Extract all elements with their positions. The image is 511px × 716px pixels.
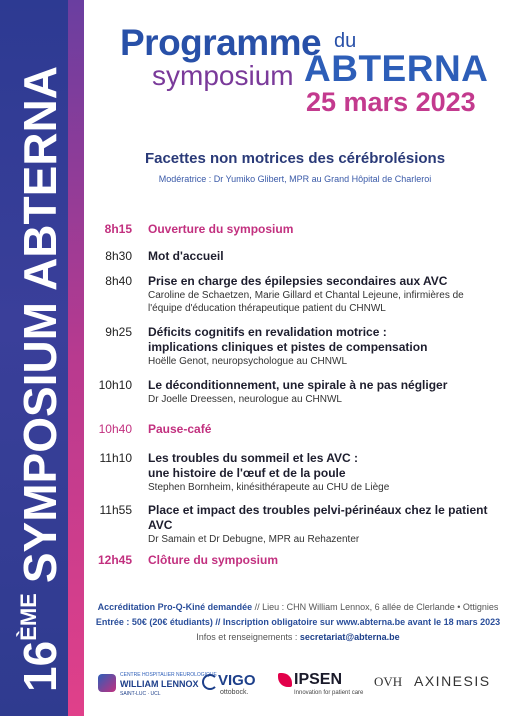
header-abterna: ABTERNA [304,48,489,89]
schedule-time: 10h40 [98,422,132,436]
vigo-text: VIGO [218,672,256,689]
schedule-time: 11h55 [99,503,132,517]
schedule-speaker: Hoëlle Genot, neuropsychologue au CHNWL [148,356,347,367]
header-date: 25 mars 2023 [306,87,476,117]
accreditation-text: Accréditation Pro-Q-Kiné demandée [97,602,253,612]
schedule-speaker: Dr Joelle Dreessen, neurologue au CHNWL [148,394,342,405]
sidebar-gradient-stripe [68,0,84,716]
ipsen-text: IPSEN [294,671,343,688]
footer-info [92,600,504,645]
registration-text: // Inscription obligatoire sur www.abterna.be avant le 18 mars 2023 [212,617,501,627]
info-label: Infos et renseignements : [196,632,300,642]
chn-line-2: WILLIAM LENNOX [120,679,199,689]
schedule-speaker: Stephen Bornheim, kinésithérapeute au CHU de Liège [148,482,390,493]
footer-line-2 [92,615,504,630]
chn-william-lennox-logo [98,670,217,700]
schedule-title: Déficits cognitifs en revalidation motrice : [148,325,387,339]
header-du: du [334,30,357,52]
contact-email-link[interactable]: secretariat@abterna.be [299,632,400,642]
ovh-text: OVH [374,674,403,689]
venue-text: // Lieu : CHN William Lennox, 6 allée de Clerlande • Ottignies [252,602,499,612]
sidebar-vertical-text [6,12,66,702]
sidebar-title [6,12,66,702]
schedule-title: Clôture du symposium [148,553,279,567]
sidebar-superscript: ÈME [16,593,41,641]
ipsen-logo [278,670,366,700]
footer-line-3 [92,630,504,645]
theme-title: Facettes non motrices des cérébrolésions [144,150,446,167]
schedule-title-line2: une histoire de l'œuf et de la poule [148,466,346,480]
schedule-speaker: Caroline de Schaetzen, Marie Gillard et Chantal Lejeune, infirmières de [148,290,464,301]
schedule-time: 8h40 [105,274,132,288]
header-symposium: symposium [152,60,294,91]
sponsor-logos [92,664,507,704]
header-programme: Programme [120,22,322,63]
schedule-time: 9h25 [105,325,132,339]
schedule-title: Le déconditionnement, une spirale à ne pas négliger [148,378,448,392]
vigo-logo [202,670,272,700]
schedule-title-line2: implications cliniques et pistes de compensation [148,340,428,354]
ipsen-leaf-icon [278,673,292,687]
schedule-time: 12h45 [97,553,132,567]
schedule-title: Ouverture du symposium [148,222,294,236]
vigo-swirl-icon [202,674,218,690]
schedule-speaker: l'équipe d'éducation thérapeutique patient du CHNWL [148,303,386,314]
schedule-time: 10h10 [98,378,132,392]
sidebar-main-title: SYMPOSIUM ABTERNA [14,66,66,584]
entry-fee-text: Entrée : 50€ (20€ étudiants) [95,617,213,627]
schedule-title: Pause-café [148,422,212,436]
schedule-title: Mot d'accueil [148,249,224,263]
schedule-time: 8h30 [105,249,132,263]
moderator-line: Modératrice : Dr Yumiko Glibert, MPR au Grand Hôpital de Charleroi [158,174,432,184]
chn-line-1: CENTRE HOSPITALIER NEUROLOGIQUE [120,672,217,678]
page-header [100,10,505,130]
schedule-time: 11h10 [99,451,132,465]
ipsen-sub-text: Innovation for patient care [294,690,364,696]
schedule-time: 8h15 [104,222,132,236]
axinesis-text: AXINESIS [414,673,491,689]
vigo-sub-text: ottobock. [220,689,249,696]
footer-line-1 [92,600,504,615]
schedule-title: Prise en charge des épilepsies secondaires aux AVC [148,274,448,288]
schedule-title: Place et impact des troubles pelvi-périnéaux chez le patient AVC [148,503,488,532]
chn-emblem-icon [98,674,116,692]
ovh-logo [372,670,410,700]
sidebar-number: 16 [14,640,66,692]
schedule-title: Les troubles du sommeil et les AVC : [148,451,359,465]
axinesis-logo [414,670,506,700]
svg-text:16ÈMESYMPOSIUM ABTERNA [14,66,66,692]
chn-line-3: SAINT-LUC · UCL [120,691,161,697]
schedule-speaker: Dr Samain et Dr Debugne, MPR au Rehazenter [148,534,360,545]
